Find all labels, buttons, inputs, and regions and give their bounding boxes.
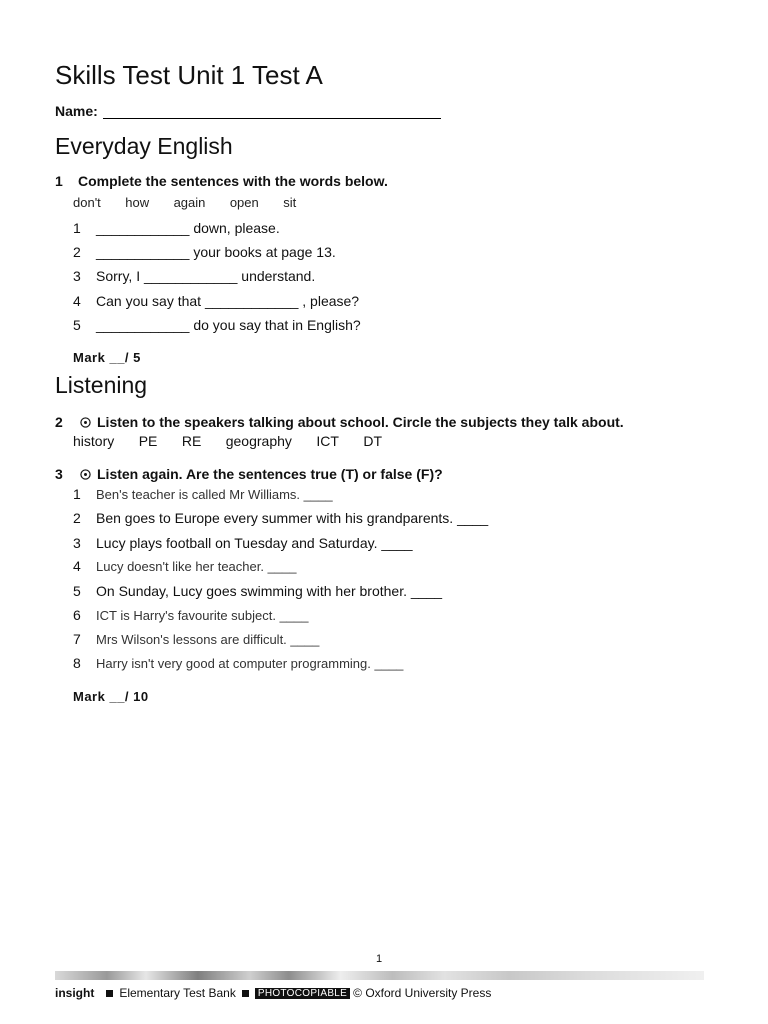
word-bank-item: sit <box>283 195 297 210</box>
exercise-item: Lucy doesn't like her teacher. ____ <box>96 559 297 574</box>
exercise-item: ____________ down, please. <box>96 220 280 236</box>
page-title: Skills Test Unit 1 Test A <box>55 60 323 90</box>
item-number: 5 <box>73 583 81 599</box>
question-instruction: Listen again. Are the sentences true (T) or false (F)? <box>97 466 443 482</box>
subject-item: ICT <box>316 433 339 449</box>
exercise-item: ____________ do you say that in English? <box>96 317 361 333</box>
section-heading-everyday-english: Everyday English <box>55 133 233 159</box>
item-number: 8 <box>73 655 81 671</box>
word-bank-item: again <box>173 195 206 210</box>
page-number: 1 <box>376 953 383 965</box>
mark-score: Mark __/ 5 <box>73 350 141 365</box>
item-number: 3 <box>73 535 81 551</box>
exercise-item: Mrs Wilson's lessons are difficult. ____ <box>96 632 320 647</box>
square-icon <box>106 990 113 997</box>
section-heading-listening: Listening <box>55 372 148 398</box>
item-number: 2 <box>73 244 81 260</box>
footer <box>55 986 491 1000</box>
question-instruction: Listen to the speakers talking about school. Circle the subjects they talk about. <box>97 414 624 430</box>
item-number: 2 <box>73 510 81 526</box>
question-instruction-3 <box>80 466 443 482</box>
question-number: 1 <box>55 173 63 189</box>
word-bank-item: open <box>229 195 259 210</box>
subject-item: PE <box>138 433 158 449</box>
subject-item: RE <box>181 433 202 449</box>
subject-item: geography <box>225 433 292 449</box>
item-number: 4 <box>73 293 81 309</box>
exercise-item: Lucy plays football on Tuesday and Saturday. ____ <box>96 535 413 551</box>
word-bank-item: don't <box>73 195 101 210</box>
exercise-item: Sorry, I ____________ understand. <box>96 268 316 284</box>
question-number: 2 <box>55 414 63 430</box>
exercise-item: ICT is Harry's favourite subject. ____ <box>96 608 309 623</box>
word-bank-item: how <box>125 195 150 210</box>
exercise-item: Can you say that ____________ , please? <box>96 293 360 309</box>
photocopiable-badge: PHOTOCOPIABLE <box>255 988 350 999</box>
subject-list <box>73 433 402 451</box>
question-instruction: Complete the sentences with the words below. <box>78 173 388 189</box>
exercise-item: On Sunday, Lucy goes swimming with her brother. ____ <box>96 583 443 599</box>
name-label: Name: <box>55 103 98 119</box>
item-number: 1 <box>73 220 81 236</box>
square-icon <box>242 990 249 997</box>
item-number: 6 <box>73 607 81 623</box>
item-number: 3 <box>73 268 81 284</box>
cd-icon <box>80 469 91 480</box>
book-title: Elementary Test Bank <box>119 986 236 1000</box>
item-number: 5 <box>73 317 81 333</box>
subject-item: history <box>73 433 115 449</box>
exercise-item: Ben goes to Europe every summer with his grandparents. ____ <box>96 510 489 526</box>
publisher: © Oxford University Press <box>353 986 492 1000</box>
exercise-item: ____________ your books at page 13. <box>96 244 336 260</box>
item-number: 1 <box>73 486 81 502</box>
exercise-item: Ben's teacher is called Mr Williams. ____ <box>96 487 333 502</box>
subject-item: DT <box>363 433 383 449</box>
item-number: 4 <box>73 558 81 574</box>
question-number: 3 <box>55 466 63 482</box>
mark-score: Mark __/ 10 <box>73 689 149 704</box>
exercise-item: Harry isn't very good at computer programming. ____ <box>96 656 404 671</box>
word-bank <box>73 194 316 212</box>
brand-logo: insight <box>55 986 95 1000</box>
footer-image-band <box>55 971 704 980</box>
cd-icon <box>80 417 91 428</box>
item-number: 7 <box>73 631 81 647</box>
name-field-line[interactable] <box>103 118 441 119</box>
question-instruction-2 <box>80 414 624 430</box>
